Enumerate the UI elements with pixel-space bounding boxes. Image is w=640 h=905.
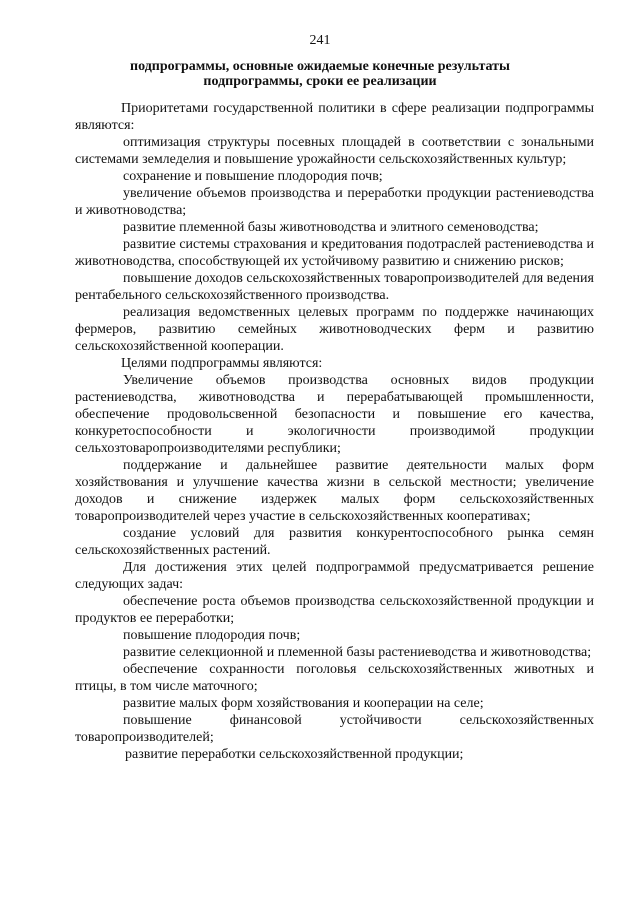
paragraph: развитие малых форм хозяйствования и кооперации на селе;	[123, 696, 484, 711]
paragraph: развитие селекционной и племенной базы растениеводства и животноводства;	[123, 645, 592, 660]
paragraph: повышение финансовой устойчивости сельскохозяйственных товаропроизводителей;	[75, 713, 594, 745]
paragraph: обеспечение роста объемов производства сельскохозяйственной продукции и продуктов ее переработки;	[75, 594, 594, 626]
paragraph: создание условий для развития конкурентоспособного рынка семян сельскохозяйственных растений.	[75, 526, 594, 558]
paragraph: развитие системы страхования и кредитования подотраслей растениеводства и животноводства, способствующей их устойчивому развитию и снижению рисков;	[75, 237, 594, 269]
paragraph: увеличение объемов производства и переработки продукции растениеводства и животноводства;	[75, 186, 594, 218]
paragraph: развитие переработки сельскохозяйственной продукции;	[125, 747, 464, 762]
paragraph: обеспечение сохранности поголовья сельскохозяйственных животных и птицы, в том числе маточного;	[75, 662, 594, 694]
document-body	[75, 100, 594, 763]
paragraph: Целями подпрограммы являются:	[121, 356, 323, 371]
paragraph: Приоритетами государственной политики в сфере реализации подпрограммы являются:	[75, 101, 594, 133]
paragraph: оптимизация структуры посевных площадей в соответствии с зональными системами земледелия и повышение урожайности сельскохозяйственных культур;	[75, 135, 594, 167]
paragraph: реализация ведомственных целевых программ по поддержке начинающих фермеров, развитию семейных животноводческих ферм и развитию сельскохозяйственной кооперации.	[75, 305, 594, 354]
paragraph: развитие племенной базы животноводства и элитного семеноводства;	[123, 220, 539, 235]
paragraph: поддержание и дальнейшее развитие деятельности малых форм хозяйствования и улучшение качества жизни в сельской местности; увеличение доходов и снижение издержек малых форм сельскохозяйственных товаропроизводителей через участие в сельскохозяйственных кооперативах;	[75, 458, 594, 524]
paragraph: Увеличение объемов производства основных видов продукции растениеводства, животноводства и перерабатывающей промышленности, обеспечение продовольсвенной безопасности и повышение его качества, конкуретоспособности и экологичности производимой продукции сельхозтоваропроизводителями республики;	[75, 373, 594, 456]
paragraph: Для достижения этих целей подпрограммой предусматривается решение следующих задач:	[75, 560, 594, 592]
paragraph: повышение плодородия почв;	[123, 628, 301, 643]
paragraph: сохранение и повышение плодородия почв;	[123, 169, 383, 184]
paragraph: повышение доходов сельскохозяйственных товаропроизводителей для ведения рентабельного сельскохозяйственного производства.	[75, 271, 594, 303]
section-heading: подпрограммы, основные ожидаемые конечные результаты подпрограммы, сроки ее реализации	[130, 59, 510, 89]
page-number: 241	[309, 33, 331, 48]
